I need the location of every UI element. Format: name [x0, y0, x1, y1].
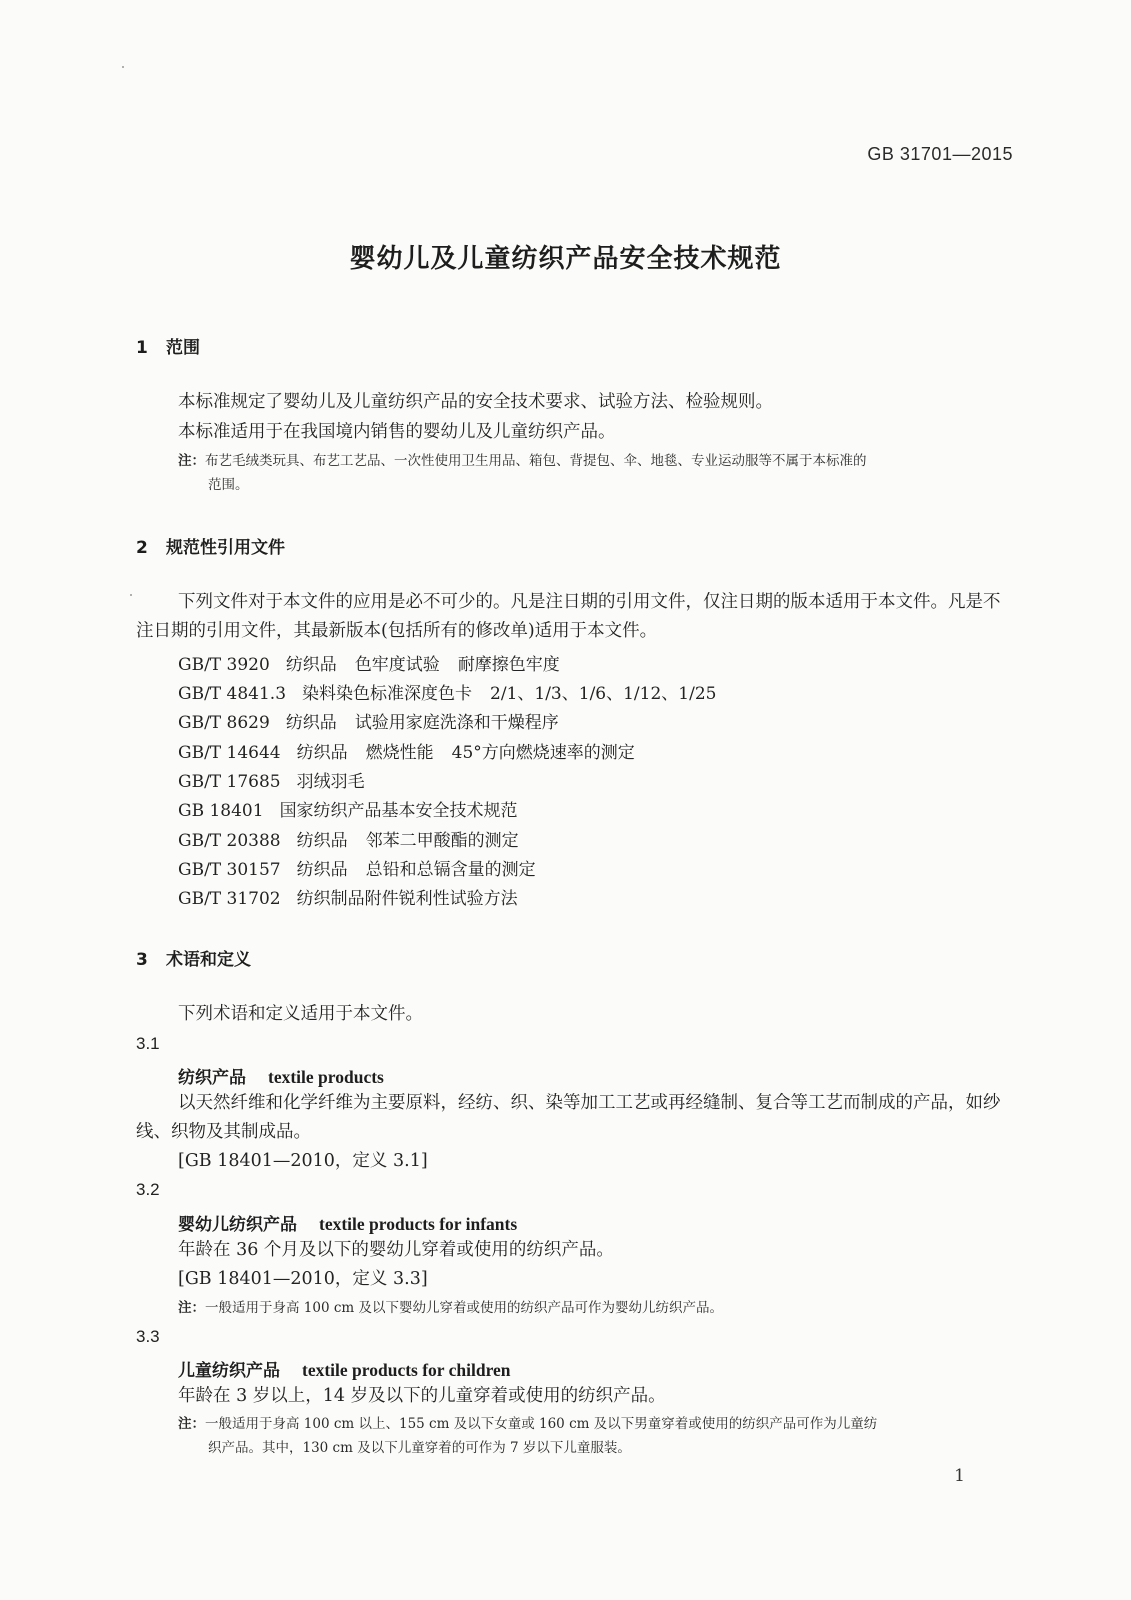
term-english: textile products for infants: [319, 1214, 518, 1234]
reference-title: 总铅和总镉含量的测定: [365, 860, 536, 880]
term-heading: [178, 1356, 511, 1381]
note-text: 一般适用于身高 100 cm 及以下婴幼儿穿着或使用的纺织产品可作为婴幼儿纺织产品。: [205, 1300, 724, 1316]
scan-speck: [122, 66, 124, 68]
term-english: textile products: [268, 1067, 384, 1087]
reference-item: [178, 679, 734, 704]
term-definition: 以天然纤维和化学纤维为主要原料，经纺、织、染等加工工艺或再经缝制、复合等工艺而制成的产品，如纱线、织物及其制成品。: [136, 1093, 1001, 1142]
note: [178, 449, 1018, 497]
reference-title: 耐摩擦色牢度: [457, 655, 560, 675]
paragraph: 本标准规定了婴幼儿及儿童纺织产品的安全技术要求、试验方法、检验规则。: [178, 392, 773, 412]
note: [178, 1296, 1018, 1320]
clause-number: 3.1: [136, 1034, 160, 1053]
note-label: 注：: [178, 453, 205, 469]
reference-code: GB/T 14644: [178, 743, 281, 763]
reference-title: 纺织品: [296, 860, 348, 880]
reference-code: GB/T 31702: [178, 889, 281, 909]
reference-title: 纺织品: [296, 831, 348, 851]
clause-number: 3.2: [136, 1180, 160, 1199]
term-chinese: 儿童纺织产品: [178, 1361, 280, 1381]
reference-code: GB/T 30157: [178, 860, 281, 880]
reference-title: 国家纺织产品基本安全技术规范: [279, 801, 518, 821]
reference-item: [178, 738, 653, 763]
reference-code: GB/T 8629: [178, 713, 270, 733]
reference-title: 羽绒羽毛: [296, 772, 365, 792]
reference-code: GB/T 3920: [178, 655, 270, 675]
note-text: 范围。: [208, 477, 249, 493]
section-1-heading: [136, 333, 200, 358]
term-heading: [178, 1063, 384, 1088]
page-number: 1: [954, 1466, 965, 1486]
term-source: [GB 18401—2010，定义 3.3]: [178, 1269, 428, 1289]
paragraph: 下列文件对于本文件的应用是必不可少的。凡是注日期的引用文件，仅注日期的版本适用于本文件。凡是不注日期的引用文件，其最新版本(包括所有的修改单)适用于本文件。: [136, 592, 1001, 641]
section-2-heading: [136, 533, 285, 558]
reference-item: [178, 767, 383, 792]
section-number: 1: [136, 338, 148, 358]
term-chinese: 婴幼儿纺织产品: [178, 1215, 297, 1235]
term-source: [GB 18401—2010，定义 3.1]: [178, 1151, 428, 1171]
reference-title: 2/1、1/3、1/6、1/12、1/25: [490, 684, 717, 704]
standard-code: GB 31701—2015: [867, 144, 1013, 164]
reference-title: 纺织品: [296, 743, 348, 763]
reference-item: [178, 826, 537, 851]
term-english: textile products for children: [302, 1360, 511, 1380]
note-text: 布艺毛绒类玩具、布艺工艺品、一次性使用卫生用品、箱包、背提包、伞、地毯、专业运动服等不属于本标准的: [205, 453, 867, 469]
section-title: 规范性引用文件: [166, 538, 285, 558]
reference-title: 试验用家庭洗涤和干燥程序: [354, 713, 559, 733]
reference-code: GB/T 4841.3: [178, 684, 287, 704]
clause-number: 3.3: [136, 1327, 160, 1346]
section-title: 术语和定义: [166, 950, 251, 970]
reference-code: GB 18401: [178, 801, 264, 821]
reference-title: 染料染色标准深度色卡: [302, 684, 473, 704]
reference-item: [178, 708, 577, 733]
section-title: 范围: [166, 338, 200, 358]
reference-code: GB/T 17685: [178, 772, 281, 792]
note: [178, 1412, 1018, 1460]
reference-code: GB/T 20388: [178, 831, 281, 851]
note-text: 织产品。其中，130 cm 及以下儿童穿着的可作为 7 岁以下儿童服装。: [208, 1440, 631, 1456]
scan-speck: [130, 594, 132, 596]
reference-title: 45°方向燃烧速率的测定: [451, 743, 635, 763]
reference-title: 纺织品: [285, 713, 337, 733]
reference-title: 纺织制品附件锐利性试验方法: [296, 889, 518, 909]
paragraph: 下列术语和定义适用于本文件。: [178, 1004, 423, 1024]
section-3-heading: [136, 945, 251, 970]
reference-item: [178, 884, 536, 909]
document-title: 婴幼儿及儿童纺织产品安全技术规范: [349, 244, 782, 274]
note-label: 注：: [178, 1300, 205, 1316]
reference-title: 色牢度试验: [354, 655, 440, 675]
reference-title: 纺织品: [285, 655, 337, 675]
term-definition: 年龄在 3 岁以上，14 岁及以下的儿童穿着或使用的纺织产品。: [178, 1386, 666, 1406]
reference-title: 燃烧性能: [365, 743, 434, 763]
section-number: 2: [136, 538, 148, 558]
term-chinese: 纺织产品: [178, 1068, 246, 1088]
reference-item: [178, 650, 578, 675]
term-definition: 年龄在 36 个月及以下的婴幼儿穿着或使用的纺织产品。: [178, 1240, 614, 1260]
note-label: 注：: [178, 1416, 205, 1432]
section-number: 3: [136, 950, 148, 970]
term-heading: [178, 1210, 517, 1235]
reference-title: 邻苯二甲酸酯的测定: [365, 831, 519, 851]
reference-item: [178, 796, 536, 821]
reference-item: [178, 855, 554, 880]
note-text: 一般适用于身高 100 cm 以上、155 cm 及以下女童或 160 cm 及以下男童穿着或使用的纺织产品可作为儿童纺: [205, 1416, 878, 1432]
paragraph: 本标准适用于在我国境内销售的婴幼儿及儿童纺织产品。: [178, 422, 616, 442]
